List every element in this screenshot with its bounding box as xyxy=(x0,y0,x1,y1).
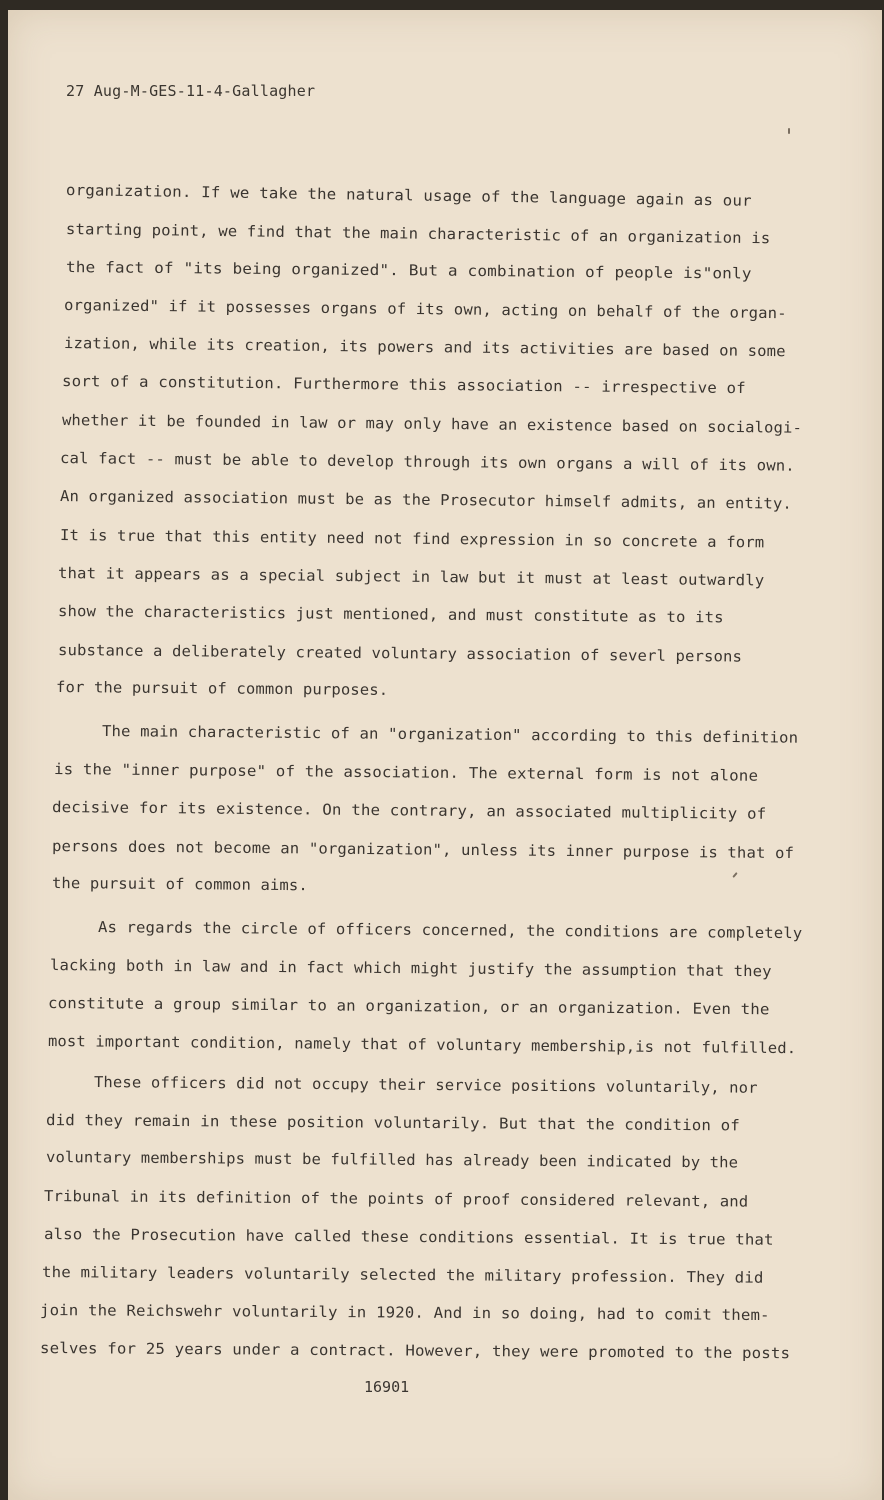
page-number: 16901 xyxy=(364,1378,410,1396)
text-line: cal fact -- must be able to develop through its own organs a will of its own. xyxy=(59,449,795,475)
text-line: As regards the circle of officers concerned, the conditions are completely xyxy=(97,918,803,943)
text-line: An organized association must be as the Prosecutor himself admits, an entity. xyxy=(59,487,793,513)
document-reference: 27 Aug-M-GES-11-4-Gallagher xyxy=(66,82,316,100)
text-line: It is true that this entity need not find expression in so concrete a form xyxy=(59,526,765,552)
text-line: did they remain in these position voluntarily. But that the condition of xyxy=(45,1111,741,1135)
text-line: the military leaders voluntarily selected the military profession. They did xyxy=(41,1263,764,1287)
text-line: is the "inner purpose" of the association. The external form is not alone xyxy=(53,760,759,785)
text-line: the fact of "its being organized". But a combination of people is"only xyxy=(65,258,752,283)
text-line: voluntary memberships must be fulfilled has already been indicated by the xyxy=(45,1148,739,1172)
text-line: decisive for its existence. On the contrary, an associated multiplicity of xyxy=(51,798,767,823)
text-line: organization. If we take the natural usage of the language again as our xyxy=(65,181,752,210)
text-line: persons does not become an "organization", unless its inner purpose is that of xyxy=(51,837,795,863)
paper-mark xyxy=(788,128,790,134)
text-line: selves for 25 years under a contract. However, they were promoted to the posts xyxy=(39,1339,791,1363)
text-line: join the Reichswehr voluntarily in 1920. And in so doing, had to comit them- xyxy=(39,1301,770,1325)
text-line: organized" if it possesses organs of its own, acting on behalf of the organ- xyxy=(63,296,787,323)
text-line: most important condition, namely that of voluntary membership,is not fulfilled. xyxy=(47,1032,797,1058)
text-line: whether it be founded in law or may only have an existence based on socialogi- xyxy=(61,411,803,437)
text-line: substance a deliberately created voluntary association of severl persons xyxy=(57,641,743,666)
text-line: sort of a constitution. Furthermore this association -- irrespective of xyxy=(61,372,746,398)
text-line: show the characteristics just mentioned, and must constitute as to its xyxy=(57,602,724,627)
text-line: ization, while its creation, its powers and its activities are based on some xyxy=(63,334,786,361)
text-line: lacking both in law and in fact which might justify the assumption that they xyxy=(49,956,772,981)
text-line: Tribunal in its definition of the points of proof considered relevant, and xyxy=(43,1187,749,1211)
text-line: These officers did not occupy their service positions voluntarily, nor xyxy=(93,1073,758,1097)
text-line: the pursuit of common aims. xyxy=(51,874,308,895)
text-line: that it appears as a special subject in law but it must at least outwardly xyxy=(57,564,765,590)
text-line: The main characteristic of an "organization" according to this definition xyxy=(101,722,799,747)
text-line: for the pursuit of common purposes. xyxy=(55,678,389,699)
text-line: also the Prosecution have called these conditions essential. It is true that xyxy=(43,1225,774,1249)
text-line: starting point, we find that the main characteristic of an organization is xyxy=(65,220,771,248)
text-line: constitute a group similar to an organization, or an organization. Even the xyxy=(47,994,770,1019)
